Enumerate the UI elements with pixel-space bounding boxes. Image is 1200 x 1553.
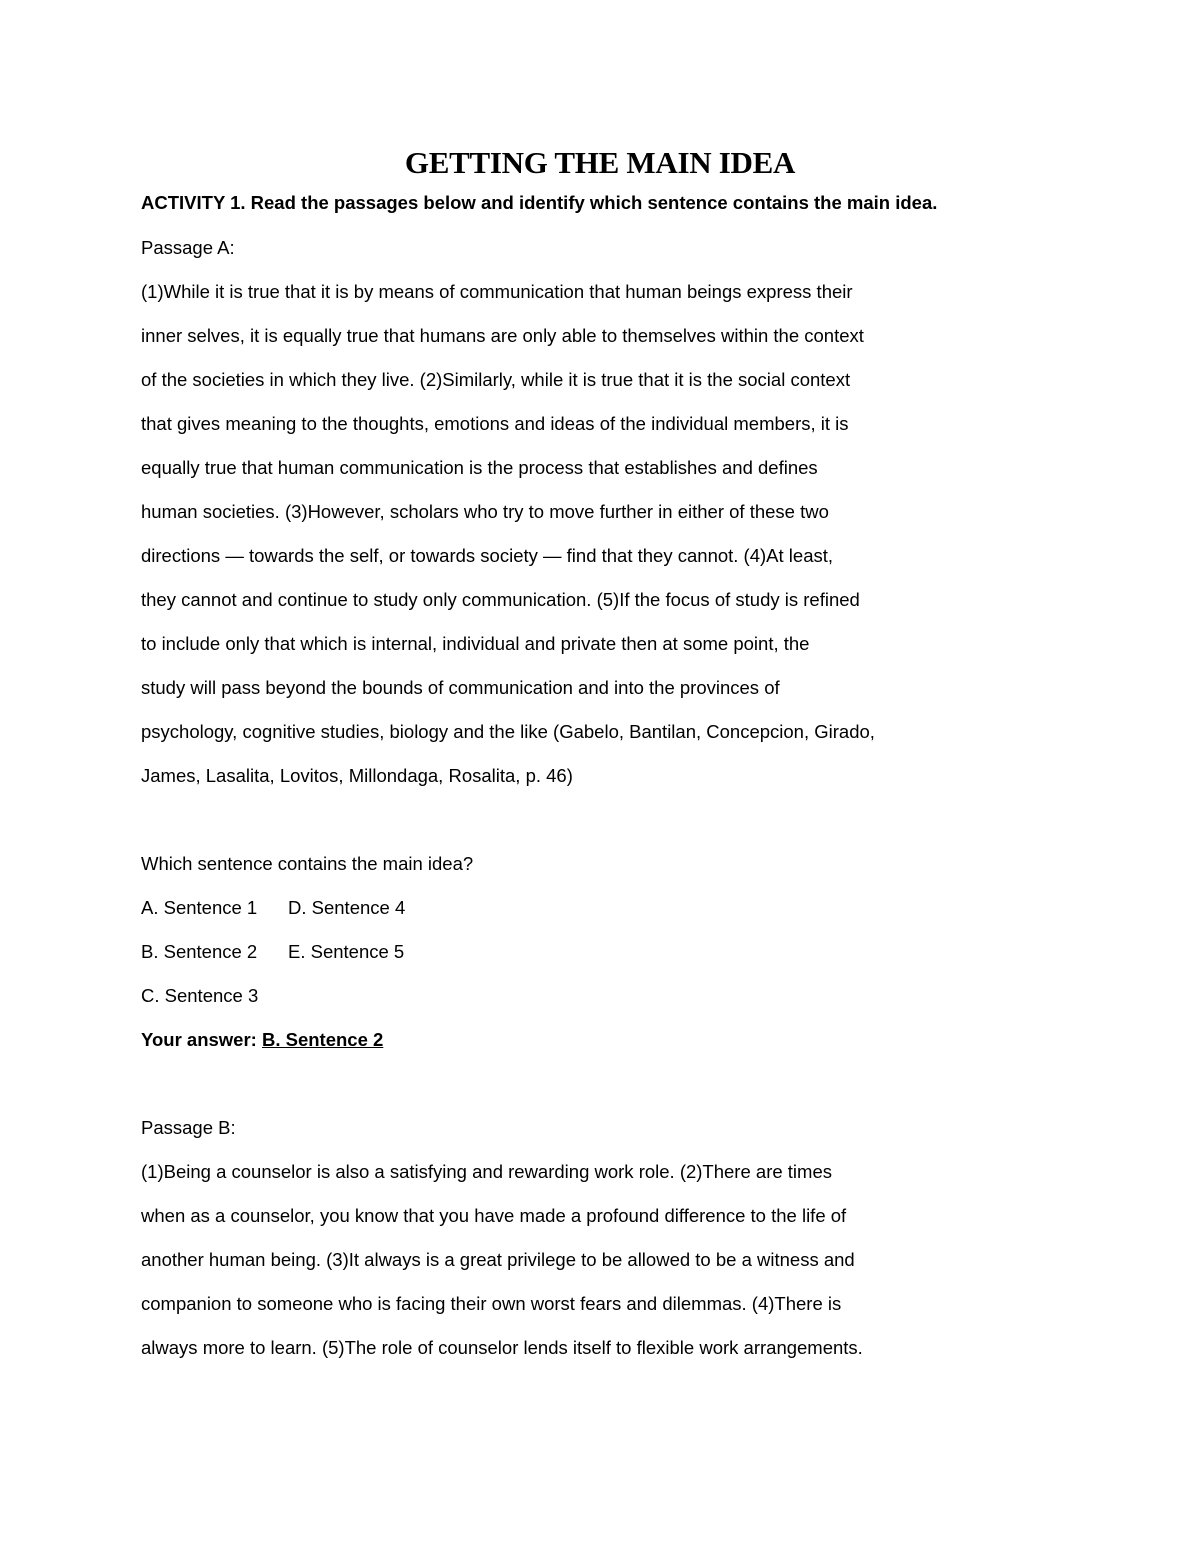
passage-a-line: James, Lasalita, Lovitos, Millondaga, Rosalita, p. 46) [141,765,573,786]
passage-b-line: (1)Being a counselor is also a satisfying and rewarding work role. (2)There are times [141,1161,832,1182]
passage-a-line: of the societies in which they live. (2)Similarly, while it is true that it is the social context [141,369,851,390]
passage-b-line: companion to someone who is facing their own worst fears and dilemmas. (4)There is [141,1293,842,1314]
page-title: GETTING THE MAIN IDEA [404,145,796,180]
passage-a-line: directions — towards the self, or towards society — find that they cannot. (4)At least, [141,545,834,566]
option-c: C. Sentence 3 [141,985,259,1006]
passage-b-line: always more to learn. (5)The role of counselor lends itself to flexible work arrangements. [141,1337,863,1358]
passage-a-line: study will pass beyond the bounds of communication and into the provinces of [141,677,780,698]
answer-line [141,1028,383,1052]
activity-instruction: ACTIVITY 1. Read the passages below and identify which sentence contains the main idea. [141,192,938,213]
passage-a-line: (1)While it is true that it is by means of communication that human beings express their [141,281,853,302]
option-a: A. Sentence 1 [141,897,258,918]
answer-value: B. Sentence 2 [261,1029,384,1050]
option-d: D. Sentence 4 [288,897,406,918]
passage-b-heading: Passage B: [141,1117,236,1138]
option-b: B. Sentence 2 [141,941,258,962]
options-row-3 [141,984,258,1008]
passage-b-line: another human being. (3)It always is a great privilege to be allowed to be a witness and [141,1249,855,1270]
passage-b-line: when as a counselor, you know that you have made a profound difference to the life of [141,1205,847,1226]
passage-a-line: equally true that human communication is the process that establishes and defines [141,457,818,478]
passage-a-heading: Passage A: [141,237,235,258]
question-text: Which sentence contains the main idea? [141,853,474,874]
options-row-2 [141,940,404,964]
options-row-1 [141,896,405,920]
passage-a-line: they cannot and continue to study only communication. (5)If the focus of study is refined [141,589,860,610]
passage-a-line: psychology, cognitive studies, biology and the like (Gabelo, Bantilan, Concepcion, Girado, [141,721,875,742]
passage-a-line: to include only that which is internal, individual and private then at some point, the [141,633,810,654]
passage-a-line: human societies. (3)However, scholars who try to move further in either of these two [141,501,829,522]
option-e: E. Sentence 5 [288,941,405,962]
passage-a-line: inner selves, it is equally true that humans are only able to themselves within the context [141,325,864,346]
passage-a-line: that gives meaning to the thoughts, emotions and ideas of the individual members, it is [141,413,849,434]
answer-label: Your answer: [141,1029,257,1050]
